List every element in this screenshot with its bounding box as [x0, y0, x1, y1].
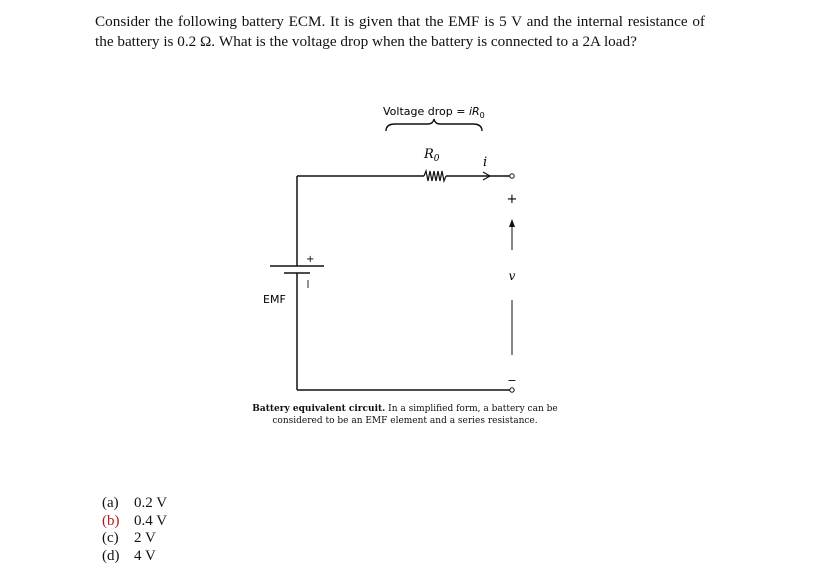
- terminal-plus-sign: +: [506, 192, 518, 207]
- terminal-minus-sign: −: [507, 374, 517, 387]
- option-letter: (c): [102, 530, 119, 546]
- negative-terminal[interactable]: [510, 388, 514, 392]
- option-letter: (a): [102, 495, 119, 511]
- option-a[interactable]: [102, 495, 167, 513]
- voltage-arrowhead: [509, 219, 515, 227]
- emf-label: EMF: [263, 293, 286, 306]
- option-value: 4 V: [134, 547, 156, 564]
- caption-title: Battery equivalent circuit.: [252, 404, 386, 414]
- figure-caption: [240, 403, 570, 427]
- caption-body: In a simplified form, a battery can be considered to be an EMF element and a series resistance.: [272, 404, 558, 426]
- option-letter: (b): [102, 512, 120, 529]
- positive-terminal[interactable]: [510, 174, 514, 178]
- option-c[interactable]: [102, 530, 167, 548]
- option-d[interactable]: [102, 548, 167, 566]
- voltage-label: v: [508, 269, 516, 283]
- question-text: Consider the following battery ECM. It is given that the EMF is 5 V and the internal resistance of the battery is 0.2 Ω. What is the voltage drop when the battery is connected to a 2A load?: [95, 13, 705, 50]
- resistor-symbol: [424, 171, 446, 181]
- option-value: 0.4 V: [134, 512, 168, 529]
- current-label: i: [483, 155, 488, 170]
- option-letter: (d): [102, 547, 120, 564]
- voltage-drop-label: Voltage drop = $iR_0$: [383, 105, 485, 120]
- option-value: 0.2 V: [134, 495, 168, 511]
- answer-options: [102, 495, 167, 565]
- resistor-label: $R_0$: [424, 147, 440, 164]
- option-b[interactable]: [102, 513, 167, 531]
- option-value: 2 V: [134, 530, 156, 546]
- voltage-drop-brace: [386, 119, 482, 131]
- battery-plus-sign: +: [306, 254, 315, 265]
